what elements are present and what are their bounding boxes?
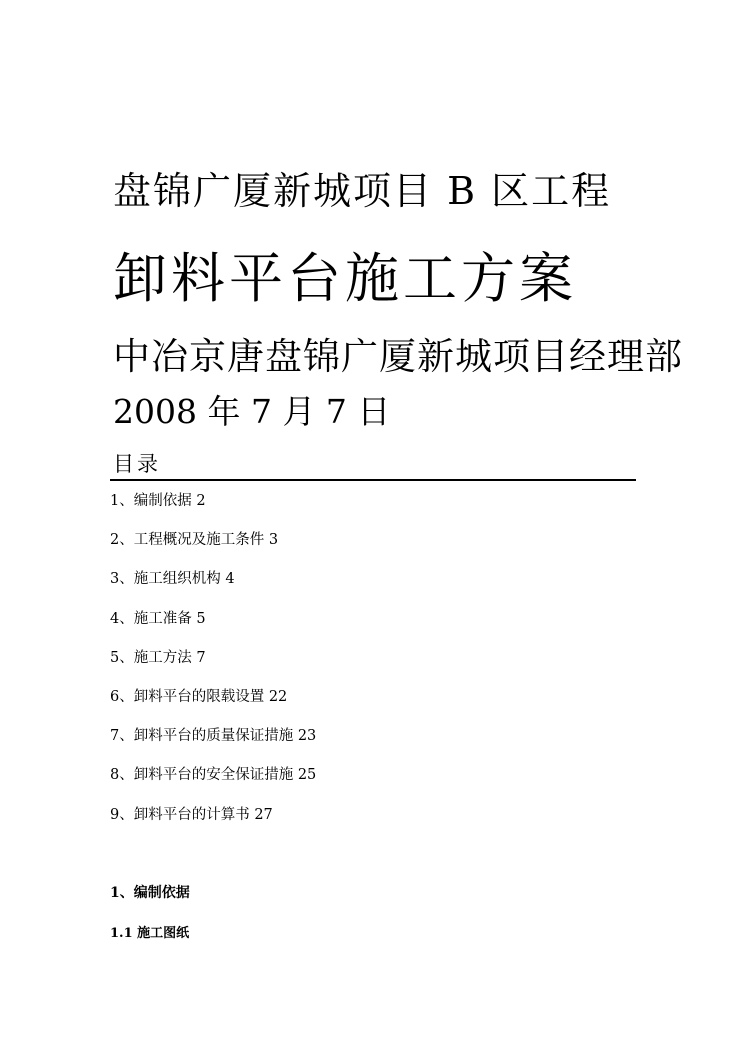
toc-item[interactable]: 5、施工方法 7 (110, 649, 206, 666)
section-heading: 1、编制依据 (110, 885, 190, 901)
toc-item[interactable]: 3、施工组织机构 4 (110, 571, 235, 588)
toc-item[interactable]: 7、卸料平台的质量保证措施 23 (110, 728, 317, 745)
document-title-line2: 卸料平台施工方案 (113, 247, 577, 310)
document-title-line1: 盘锦广厦新城项目 B 区工程 (113, 169, 612, 213)
document-date: 2008 年 7 月 7 日 (113, 392, 391, 431)
organization-name: 中冶京唐盘锦广厦新城项目经理部 (113, 335, 683, 378)
toc-item[interactable]: 6、卸料平台的限载设置 22 (110, 688, 288, 705)
toc-list (110, 490, 316, 843)
subsection-heading: 1.1 施工图纸 (110, 926, 190, 941)
toc-title: 目录 (113, 452, 161, 476)
toc-item[interactable]: 4、施工准备 5 (110, 610, 206, 627)
toc-divider (110, 479, 636, 481)
toc-item[interactable]: 1、编制依据 2 (110, 493, 206, 509)
toc-item[interactable]: 9、卸料平台的计算书 27 (110, 806, 273, 823)
toc-item[interactable]: 8、卸料平台的安全保证措施 25 (110, 767, 317, 784)
toc-item[interactable]: 2、工程概况及施工条件 3 (110, 532, 279, 549)
